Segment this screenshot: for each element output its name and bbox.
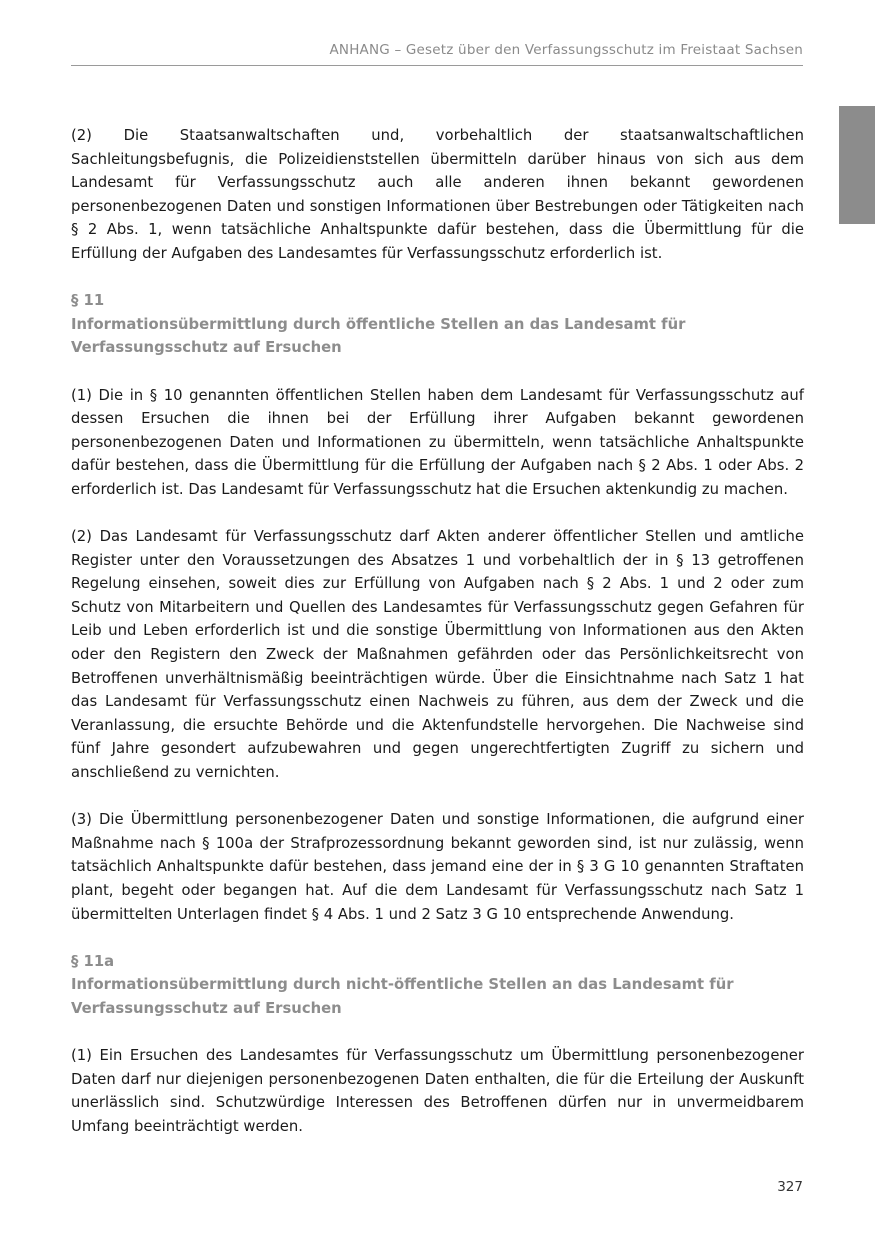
- section-title: Informationsübermittlung durch nicht-öffentliche Stellen an das Landesamt für Verfassungsschutz auf Ersuchen: [71, 976, 734, 1017]
- page-body: [71, 124, 804, 1139]
- paragraph-11-2: (2) Das Landesamt für Verfassungsschutz darf Akten anderer öffentlicher Stellen und amtliche Register unter den Voraussetzungen des Absatzes 1 und vorbehaltlich der in § 13 getroffenen Regelung einsehen, soweit dies zur Erfüllung von Aufgaben nach § 2 Abs. 1 und 2 oder zum Schutz von Mitarbeitern und Quellen des Landesamtes für Verfassungsschutz gegen Gefahren für Leib und Leben erforderlich ist und die sonstige Übermittlung von Informationen aus den Akten oder den Registern den Zweck der Maßnahmen gefährden oder das Persönlichkeitsrecht von Betroffenen unverhältnismäßig beeinträchtigen würde. Über die Einsichtnahme nach Satz 1 hat das Landesamt für Verfassungsschutz einen Nachweis zu führen, aus dem der Zweck und die Veranlassung, die ersuchte Behörde und die Aktenfundstelle hervorgehen. Die Nachweise sind fünf Jahre gesondert aufzubewahren und gegen ungerechtfertigten Zugriff zu sichern und anschließend zu vernichten.: [71, 528, 804, 782]
- section-title: Informationsübermittlung durch öffentliche Stellen an das Landesamt für Verfassungsschutz auf Ersuchen: [71, 315, 686, 357]
- paragraph-11-1: (1) Die in § 10 genannten öffentlichen Stellen haben dem Landesamt für Verfassungsschutz auf dessen Ersuchen die ihnen bei der Erfüllung ihrer Aufgaben bekannt gewordenen personenbezogenen Daten und Informationen zu übermitteln, wenn tatsächliche Anhaltspunkte dafür bestehen, dass die Übermittlung für die Erfüllung der Aufgaben nach § 2 Abs. 1 oder Abs. 2 erforderlich ist. Das Landesamt für Verfassungsschutz hat die Ersuchen aktenkundig zu machen.: [71, 386, 804, 498]
- section-heading-11: [71, 289, 804, 360]
- paragraph-10-2: (2) Die Staatsanwaltschaften und, vorbehaltlich der staatsanwaltschaftlichen Sachleitungsbefugnis, die Polizeidienststellen übermitteln darüber hinaus von sich aus dem Landesamt für Verfassungsschutz auch alle anderen ihnen bekannt gewordenen personenbezogenen Daten und sonstigen Informationen über Bestrebungen oder Tätigkeiten nach § 2 Abs. 1, wenn tatsächliche Anhaltspunkte dafür bestehen, dass die Übermittlung für die Erfüllung der Aufgaben des Landesamtes für Verfassungsschutz erforderlich ist.: [71, 127, 804, 262]
- paragraph-11-3: (3) Die Übermittlung personenbezogener Daten und sonstige Informationen, die aufgrund einer Maßnahme nach § 100a der Strafprozessordnung bekannt geworden sind, ist nur zulässig, wenn tatsächlich Anhaltspunkte dafür bestehen, dass jemand eine der in § 3 G 10 genannten Straftaten plant, begeht oder begangen hat. Auf die dem Landesamt für Verfassungsschutz nach Satz 1 übermittelten Unterlagen findet § 4 Abs. 1 und 2 Satz 3 G 10 entsprechende Anwendung.: [71, 811, 804, 923]
- running-header: ANHANG – Gesetz über den Verfassungsschutz im Freistaat Sachsen: [329, 42, 803, 58]
- page-number: 327: [777, 1179, 803, 1195]
- chapter-tab-marker: [839, 106, 875, 224]
- section-number: § 11a: [71, 952, 115, 970]
- header-divider: [71, 65, 803, 66]
- paragraph-11a-1: (1) Ein Ersuchen des Landesamtes für Verfassungsschutz um Übermittlung personenbezogener Daten darf nur diejenigen personenbezogenen Daten enthalten, die für die Erteilung der Auskunft unerlässlich sind. Schutzwürdige Interessen des Betroffenen dürfen nur in unvermeidbarem Umfang beeinträchtigt werden.: [71, 1047, 804, 1135]
- section-heading-11a: [71, 950, 804, 1021]
- section-number: § 11: [71, 292, 105, 310]
